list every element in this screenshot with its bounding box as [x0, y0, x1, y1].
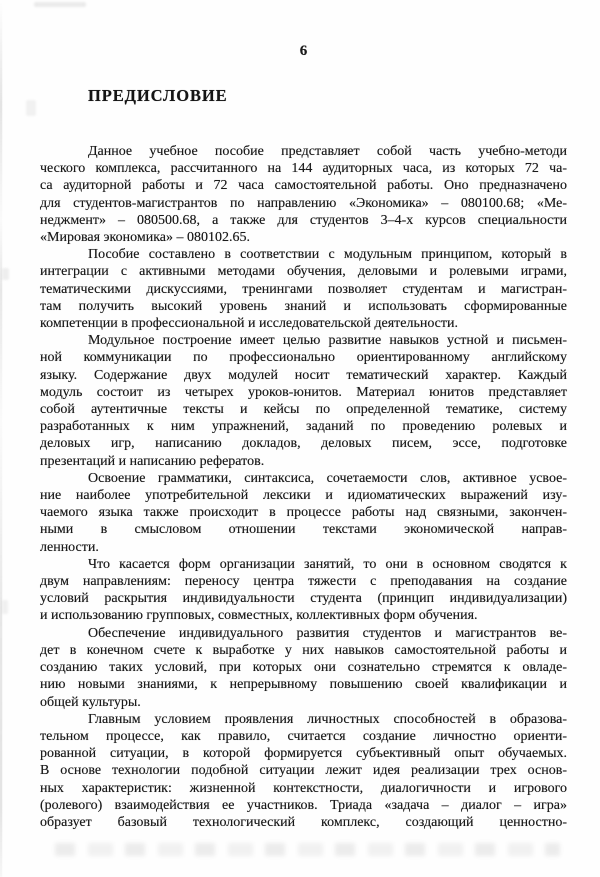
text-line: (ролевого) взаимодействия ее участников. Триада «задача – диалог – игра»	[40, 797, 567, 813]
text-line: для студентов-магистрантов по направлению «Экономика» – 080100.68; «Ме-	[40, 195, 567, 211]
text-line: языку. Содержание двух модулей носит тематический характер. Каждый	[40, 367, 567, 383]
text-line: модуль состоит из четырех уроков-юнитов. Материал юнитов представляет	[40, 384, 567, 400]
text-line: компетенции в профессиональной и исследовательской деятельности.	[40, 316, 459, 332]
scan-speck	[2, 268, 9, 280]
text-line: Освоение грамматики, синтаксиса, сочетаемости слов, активное усвое-	[88, 470, 567, 486]
text-line: тематическими дискуссиями, тренингами позволяет студентам и магистран-	[40, 281, 567, 297]
text-line: Обеспечение индивидуального развития студентов и магистрантов ве-	[88, 625, 567, 641]
text-line: дет в конечном счете к выработке у них навыков самостоятельной работы и	[40, 642, 567, 658]
text-line: ных характеристик: жизненной контекстности, диалогичности и игрового	[40, 780, 567, 796]
text-line: Что касается форм организации занятий, то они в основном сводятся к	[88, 556, 567, 572]
text-block	[40, 143, 567, 831]
text-line: презентаций и написанию рефератов.	[40, 453, 265, 469]
text-line: нию новыми знаниями, к непрерывному повышению своей квалификации и	[40, 677, 567, 693]
text-line: собой аутентичные тексты и кейсы по определенной тематике, систему	[40, 402, 567, 418]
text-line: чаемого языка также происходит в процессе работы над связными, закончен-	[40, 505, 567, 521]
text-line: деловых игр, написанию докладов, деловых писем, эссе, подготовке	[40, 436, 567, 452]
scan-bleedthrough-artifact	[55, 843, 560, 856]
text-line: Пособие составлено в соответствии с модульным принципом, который в	[88, 247, 567, 263]
text-line: ческого комплекса, рассчитанного на 144 аудиторных часа, из которых 72 ча-	[40, 161, 567, 177]
scan-speck	[2, 600, 8, 614]
text-line: Главным условием проявления личностных способностей в образова-	[88, 711, 567, 727]
text-line: ной коммуникации по профессионально ориентированному английскому	[40, 350, 567, 366]
page-number: 6	[299, 43, 308, 59]
text-line: «Мировая экономика» – 080102.65.	[40, 230, 250, 246]
text-line: двум направлениям: переносу центра тяжести с преподавания на создание	[40, 574, 567, 590]
text-line: там получить высокий уровень знаний и использовать сформированные	[40, 298, 567, 314]
text-line: рованной ситуации, в которой формируется субъективный опыт обучаемых.	[40, 746, 567, 762]
text-line: разработанных к ним упражнений, заданий по проведению ролевых и	[40, 419, 567, 435]
scan-speck	[26, 100, 36, 116]
text-line: ленности.	[40, 539, 99, 555]
text-line: образует базовый технологический комплекс, создающий ценностно-	[40, 814, 567, 830]
text-line: Модульное построение имеет целью развитие навыков устной и письмен-	[88, 333, 567, 349]
text-line: и использованию групповых, совместных, коллективных форм обучения.	[40, 608, 478, 624]
text-line: тельном процессе, как правило, считается создание личностно ориенти-	[40, 728, 567, 744]
text-line: ние наиболее употребительной лексики и идиоматических выражений изу-	[40, 488, 567, 504]
text-line: созданию таких условий, при которых они сознательно стремятся к овладе-	[40, 660, 567, 676]
text-line: Данное учебное пособие представляет собой часть учебно-методи	[88, 144, 567, 159]
text-line: общей культуры.	[40, 694, 141, 710]
text-line: В основе технологии подобной ситуации лежит идея реализации трех основ-	[40, 763, 567, 779]
text-line: условий раскрытия индивидуальности студента (принцип индивидуализации)	[40, 591, 567, 607]
text-line: интеграции с активными методами обучения, деловыми и ролевыми играми,	[40, 264, 567, 280]
preface-heading: ПРЕДИСЛОВИЕ	[88, 86, 228, 105]
text-line: ными в смысловом отношении текстами экономической направ-	[40, 522, 567, 538]
scan-edge-artifact	[0, 0, 2, 877]
text-line: неджмент» – 080500.68, а также для студентов 3–4-х курсов специальности	[40, 212, 567, 228]
scan-speck	[34, 2, 86, 7]
text-line: са аудиторной работы и 72 часа самостоятельной работы. Оно предназначено	[40, 178, 567, 194]
